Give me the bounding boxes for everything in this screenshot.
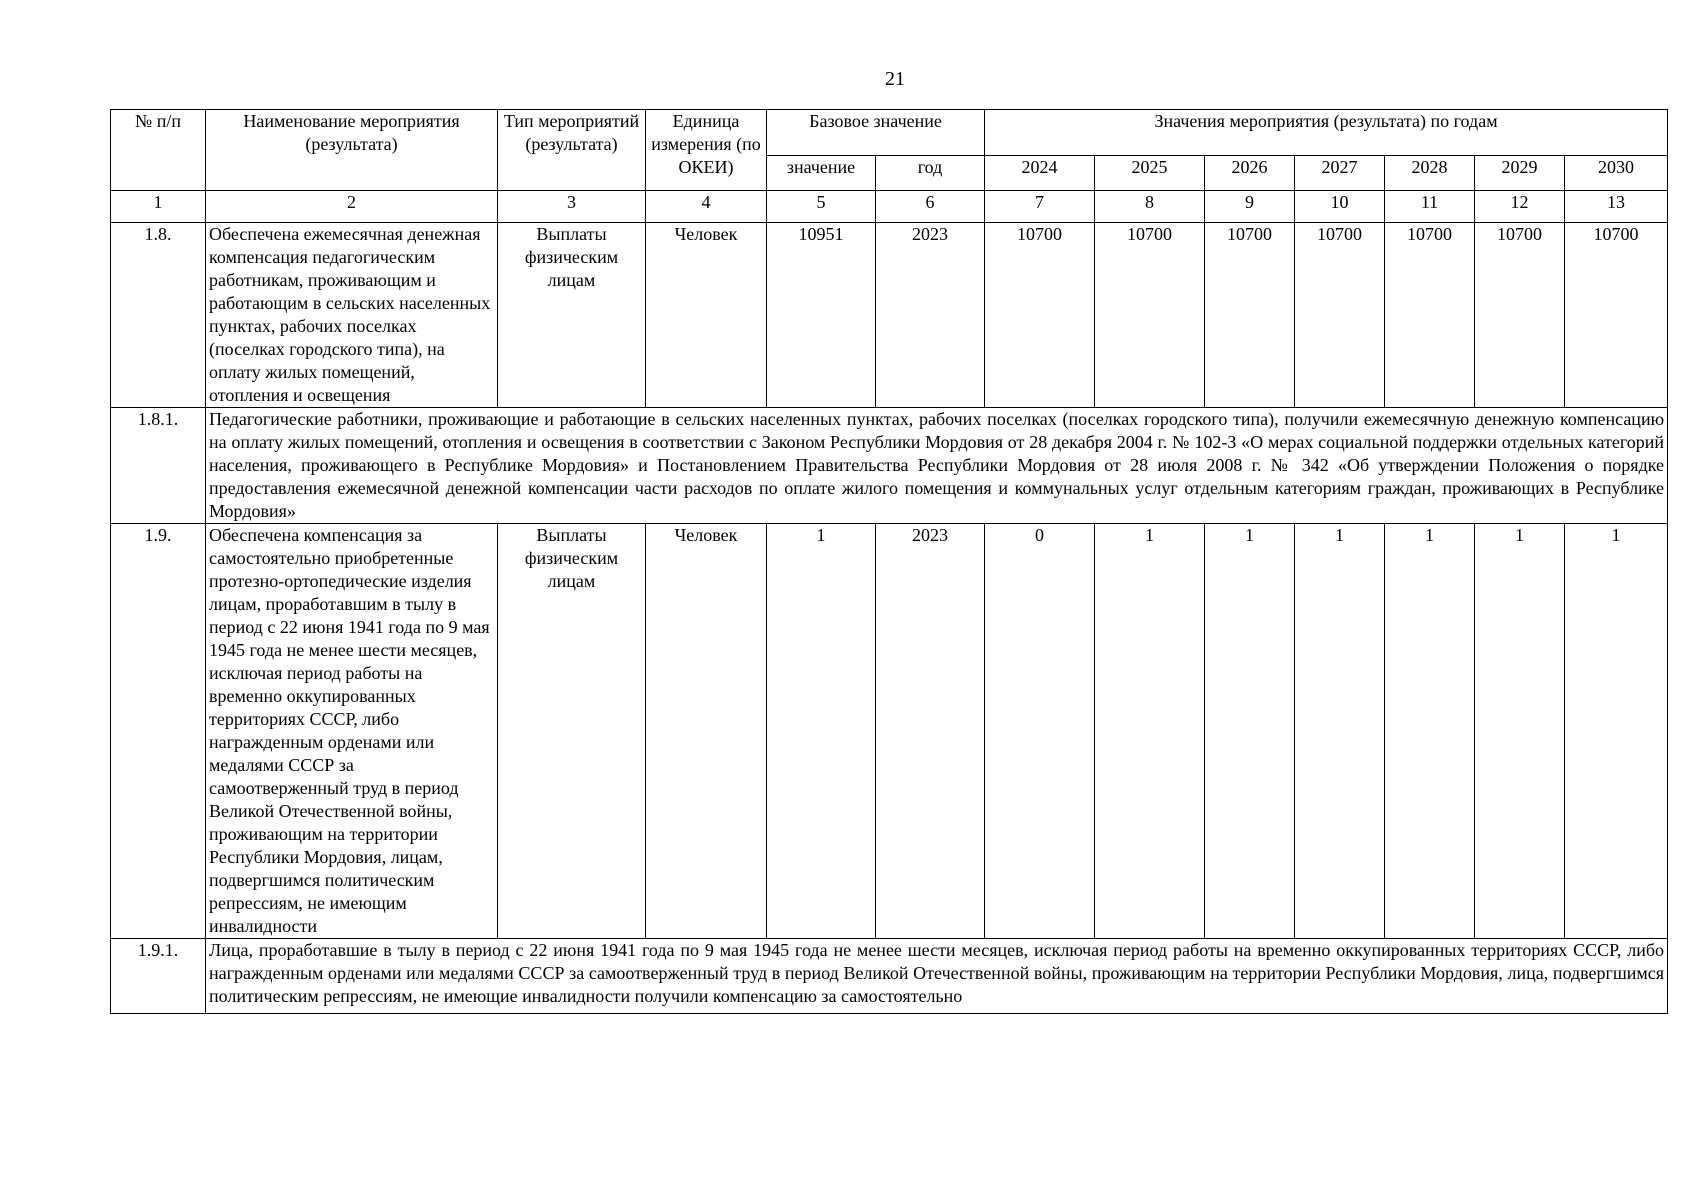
header-year-2027: 2027 — [1295, 156, 1385, 191]
row-num: 1.9.1. — [111, 939, 206, 1014]
table-row — [111, 524, 1668, 939]
row-value-2024: 10700 — [985, 223, 1095, 408]
column-number: 11 — [1385, 191, 1475, 223]
row-value-2025: 1 — [1095, 524, 1205, 939]
column-number: 9 — [1205, 191, 1295, 223]
table-row — [111, 223, 1668, 408]
column-number: 8 — [1095, 191, 1205, 223]
header-num: № п/п — [111, 110, 206, 191]
column-number: 1 — [111, 191, 206, 223]
column-number: 5 — [767, 191, 876, 223]
row-description: Лица, проработавшие в тылу в период с 22 июня 1941 года по 9 мая 1945 года не менее шести месяцев, исключая период работы на временно оккупированных территориях СССР, либо награжденным орденами или медалями СССР за самоотверженный труд в период Великой Отечественной войны, проживающим на территории Республики Мордовия, лица, подвергшимся политическим репрессиям, не имеющие инвалидности получили компенсацию за самостоятельно — [206, 939, 1668, 1014]
header-year-2026: 2026 — [1205, 156, 1295, 191]
row-num: 1.9. — [111, 524, 206, 939]
header-base: Базовое значение — [767, 110, 985, 156]
column-number: 2 — [206, 191, 498, 223]
header-year-2024: 2024 — [985, 156, 1095, 191]
row-value-2028: 10700 — [1385, 223, 1475, 408]
row-type: Выплаты физическим лицам — [498, 223, 646, 408]
row-type: Выплаты физическим лицам — [498, 524, 646, 939]
row-unit: Человек — [646, 524, 767, 939]
header-unit: Единица измерения (по ОКЕИ) — [646, 110, 767, 191]
header-year-2029: 2029 — [1475, 156, 1565, 191]
row-value-2030: 1 — [1565, 524, 1668, 939]
row-name: Обеспечена ежемесячная денежная компенсация педагогическим работникам, проживающим и работающим в сельских населенных пунктах, рабочих поселках (поселках городского типа), на оплату жилых помещений, отопления и освещения — [206, 223, 498, 408]
header-row-1 — [111, 110, 1668, 156]
row-value-2027: 10700 — [1295, 223, 1385, 408]
row-value-2029: 1 — [1475, 524, 1565, 939]
column-number-row — [111, 191, 1668, 223]
page-number: 21 — [885, 68, 905, 90]
header-year-2030: 2030 — [1565, 156, 1668, 191]
row-base-year: 2023 — [876, 223, 985, 408]
row-value-2030: 10700 — [1565, 223, 1668, 408]
row-value-2024: 0 — [985, 524, 1095, 939]
row-value-2027: 1 — [1295, 524, 1385, 939]
row-base-value: 1 — [767, 524, 876, 939]
row-num: 1.8. — [111, 223, 206, 408]
row-base-value: 10951 — [767, 223, 876, 408]
results-table — [110, 109, 1668, 1014]
table-row — [111, 408, 1668, 524]
row-value-2028: 1 — [1385, 524, 1475, 939]
row-unit: Человек — [646, 223, 767, 408]
row-value-2026: 1 — [1205, 524, 1295, 939]
row-name: Обеспечена компенсация за самостоятельно приобретенные протезно-ортопедические изделия лицам, проработавшим в тылу в период с 22 июня 1941 года по 9 мая 1945 года не менее шести месяцев, исключая период работы на временно оккупированных территориях СССР, либо награжденным орденами или медалями СССР за самоотверженный труд в период Великой Отечественной войны, проживающим на территории Республики Мордовия, лицам, подвергшимся политическим репрессиям, не имеющим инвалидности — [206, 524, 498, 939]
header-years: Значения мероприятия (результата) по годам — [985, 110, 1668, 156]
table-row — [111, 939, 1668, 1014]
header-name: Наименование мероприятия (результата) — [206, 110, 498, 191]
header-type: Тип мероприятий (результата) — [498, 110, 646, 191]
row-value-2025: 10700 — [1095, 223, 1205, 408]
header-base-year: год — [876, 156, 985, 191]
column-number: 7 — [985, 191, 1095, 223]
column-number: 6 — [876, 191, 985, 223]
column-number: 3 — [498, 191, 646, 223]
row-description: Педагогические работники, проживающие и работающие в сельских населенных пунктах, рабочих поселках (поселках городского типа), получили ежемесячную денежную компенсацию на оплату жилых помещений, отопления и освещения в соответствии с Законом Республики Мордовия от 28 декабря 2004 г. № 102-З «О мерах социальной поддержки отдельных категорий населения, проживающего в Республике Мордовия» и Постановлением Правительства Республики Мордовия от 28 июля 2008 г. № 342 «Об утверждении Положения о порядке предоставления ежемесячной денежной компенсации части расходов по оплате жилого помещения и коммунальных услуг отдельным категориям граждан, проживающих в Республике Мордовия» — [206, 408, 1668, 524]
column-number: 4 — [646, 191, 767, 223]
header-year-2025: 2025 — [1095, 156, 1205, 191]
column-number: 12 — [1475, 191, 1565, 223]
row-value-2029: 10700 — [1475, 223, 1565, 408]
row-num: 1.8.1. — [111, 408, 206, 524]
column-number: 10 — [1295, 191, 1385, 223]
header-year-2028: 2028 — [1385, 156, 1475, 191]
header-base-value: значение — [767, 156, 876, 191]
column-number: 13 — [1565, 191, 1668, 223]
row-base-year: 2023 — [876, 524, 985, 939]
row-value-2026: 10700 — [1205, 223, 1295, 408]
